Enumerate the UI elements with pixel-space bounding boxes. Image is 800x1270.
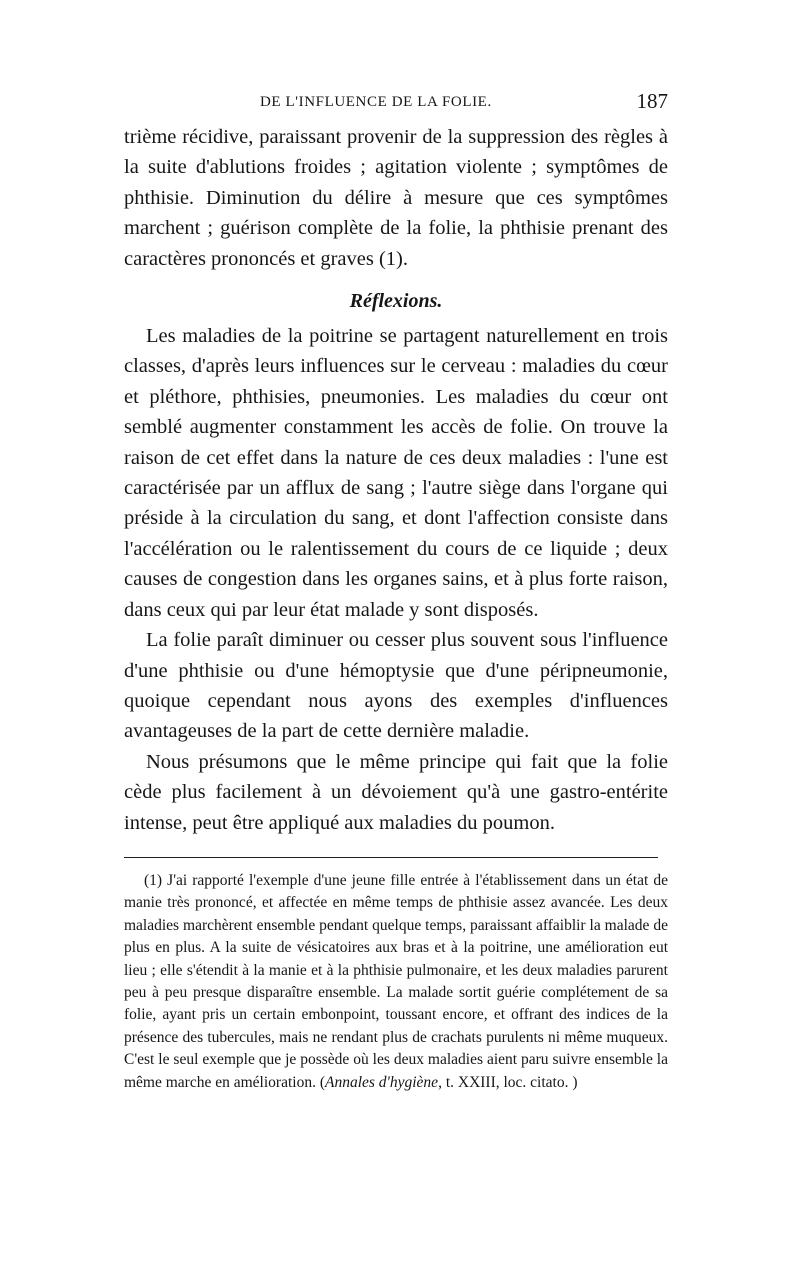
body-text — [124, 122, 668, 838]
footnote — [124, 870, 668, 1094]
running-title: DE L'INFLUENCE DE LA FOLIE. — [260, 94, 492, 110]
page-number: 187 — [636, 89, 668, 113]
footnote-source-title: Annales d'hygiène — [324, 1073, 439, 1091]
footnote-body: (1) J'ai rapporté l'exemple d'une jeune fille entrée à l'établissement dans un état de manie très prononcé, et affectée en même temps de phthisie assez avancée. Les deux maladies marchèrent ensemble pendant quelque temps, paraissant affaiblir la malade de plus en plus. A la suite de vésicatoires aux bras et à la poitrine, une amélioration eut lieu ; elle s'étendit à la manie et à la phthisie pulmonaire, et les deux maladies parurent peu à peu presque disparaître ensemble. La malade sortit guérie complétement de sa folie, ayant pris un certain embonpoint, toussant encore, et offrant des indices de la présence des tubercules, mais ne rendant plus de crachats purulents ni même muqueux. C'est le seul exemple que je possède où les deux maladies aient paru suivre ensemble la même marche en amélioration. ( — [124, 871, 668, 1091]
footnote-source-rest: , t. XXIII, loc. citato. ) — [438, 1073, 578, 1091]
paragraph-continuation: trième récidive, paraissant provenir de la suppression des règles à la suite d'ablutions froides ; agitation violente ; symptômes de phthisie. Diminution du délire à mesure que ces symptômes marchent ; guérison complète de la folie, la phthisie prenant des caractères prononcés et graves (1). — [124, 126, 668, 270]
running-header — [124, 88, 668, 122]
footnote-text — [124, 870, 668, 1094]
paragraph-chest-diseases: Les maladies de la poitrine se partagent naturellement en trois classes, d'après leurs influences sur le cerveau : maladies du cœur et pléthore, phthisies, pneumonies. Les maladies du cœur ont semblé augmenter constamment les accès de folie. On trouve la raison de cet effet dans la nature de ces deux maladies : l'une est caractérisée par un afflux de sang ; l'autre siège dans l'organe qui préside à la circulation du sang, et dont l'affection consiste dans l'accélération ou le ralentissement du cours de ce liquide ; deux causes de congestion dans les organes sains, et à plus forte raison, dans ceux qui par leur état malade y sont disposés. — [124, 325, 668, 621]
book-page — [124, 88, 668, 1094]
paragraph-phthisis: La folie paraît diminuer ou cesser plus souvent sous l'influence d'une phthisie ou d'une hémoptysie que d'une péripneumonie, quoique cependant nous ayons des exemples d'influences avantageuses de la part de cette dernière maladie. — [124, 629, 668, 743]
paragraph-lung-diseases: Nous présumons que le même principe qui fait que la folie cède plus facilement à un dévoiement qu'à une gastro-entérite intense, peut être appliqué aux maladies du poumon. — [124, 750, 668, 834]
footnote-divider — [124, 857, 658, 858]
section-heading: Réflexions. — [349, 290, 443, 313]
